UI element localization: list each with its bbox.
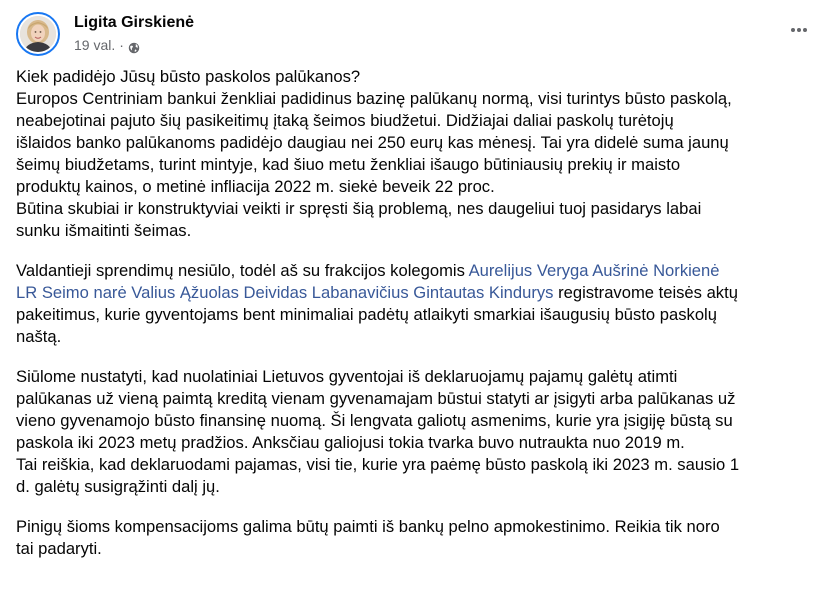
text-line: produktų kainos, o metinė infliacija 2022 m. siekė beveik 22 proc. xyxy=(16,177,495,196)
more-horizontal-icon xyxy=(789,20,809,40)
text-line: vieno gyvenamojo būsto finansinę nuomą. Ši lengvata galiotų asmenims, kurie yra įsigiję būstą su xyxy=(16,411,733,430)
post-time[interactable]: 19 val. xyxy=(74,37,116,53)
mention-link-ausrine-norkiene[interactable]: Aušrinė Norkienė xyxy=(592,261,720,280)
text-line: paskola iki 2023 metų pradžios. Anksčiau galiojusi tokia tvarka buvo nutraukta nuo 2019 m. xyxy=(16,433,685,452)
text-line: Tai reiškia, kad deklaruodami pajamas, visi tie, kurie yra paėmę būsto paskolą iki 2023 m. sausio 1 xyxy=(16,455,740,474)
text-line: Pinigų šioms kompensacijoms galima būtų paimti iš bankų pelno apmokestinimo. Reikia tik noro xyxy=(16,517,720,536)
avatar-image xyxy=(20,16,56,52)
text-line: šeimų biudžetams, turint mintyje, kad šiuo metu ženkliai išaugo būtiniausių prekių ir maisto xyxy=(16,155,681,174)
paragraph-1 xyxy=(16,66,816,242)
text-line: naštą. xyxy=(16,327,62,346)
text-segment: Valdantieji sprendimų nesiūlo, todėl aš su frakcijos kolegomis xyxy=(16,261,469,280)
paragraph-2 xyxy=(16,260,816,348)
paragraph-4 xyxy=(16,516,816,560)
text-line: pakeitimus, kurie gyventojams bent minimaliai padėtų atlaikyti smarkiai išaugusių būsto paskolų xyxy=(16,305,717,324)
text-line: neabejotinai pajuto šių pasikeitimų įtaką šeimos biudžetui. Didžiajai daliai paskolų turėtojų xyxy=(16,111,674,130)
text-line: Kiek padidėjo Jūsų būsto paskolos palūkanos? xyxy=(16,67,361,86)
text-line: Būtina skubiai ir konstruktyviai veikti ir spręsti šią problemą, nes daugeliui tuoj pasidarys labai xyxy=(16,199,702,218)
author-avatar[interactable] xyxy=(16,12,60,56)
text-line xyxy=(16,260,816,282)
mention-link-valius-azuolas[interactable]: LR Seimo narė Valius Ąžuolas xyxy=(16,283,239,302)
post-header xyxy=(16,10,194,58)
text-line: Siūlome nustatyti, kad nuolatiniai Lietuvos gyventojai iš deklaruojamų pajamų galėtų atimti xyxy=(16,367,678,386)
text-line: tai padaryti. xyxy=(16,539,102,558)
paragraph-3 xyxy=(16,366,816,498)
text-line: sunku išmaitinti šeimas. xyxy=(16,221,192,240)
post-text xyxy=(16,66,816,578)
text-segment: registravome teisės aktų xyxy=(553,283,738,302)
more-options-button[interactable] xyxy=(787,18,811,42)
meta-separator: · xyxy=(119,37,124,53)
author-name[interactable]: Ligita Girskienė xyxy=(74,14,195,31)
text-line: Europos Centriniam bankui ženkliai padidinus bazinę palūkanų normą, visi turintys būsto paskolą, xyxy=(16,89,732,108)
text-line: d. galėtų susigrąžinti dalį jų. xyxy=(16,477,220,496)
globe-icon[interactable] xyxy=(128,39,140,51)
mention-link-deividas-labanavicius[interactable]: Deividas Labanavičius xyxy=(243,283,409,302)
author-block xyxy=(74,13,194,55)
post-meta xyxy=(74,35,194,55)
text-line xyxy=(16,282,816,304)
text-line: palūkanas už vieną paimtą kreditą vienam gyvenamajam būstui statyti ar įsigyti arba palūkanas už xyxy=(16,389,736,408)
text-line: išlaidos banko palūkanoms padidėjo daugiau nei 250 eurų kas mėnesį. Tai yra didelė suma jaunų xyxy=(16,133,729,152)
mention-link-gintautas-kindurys[interactable]: Gintautas Kindurys xyxy=(413,283,554,302)
mention-link-aurelijus-veryga[interactable]: Aurelijus Veryga xyxy=(468,261,589,280)
